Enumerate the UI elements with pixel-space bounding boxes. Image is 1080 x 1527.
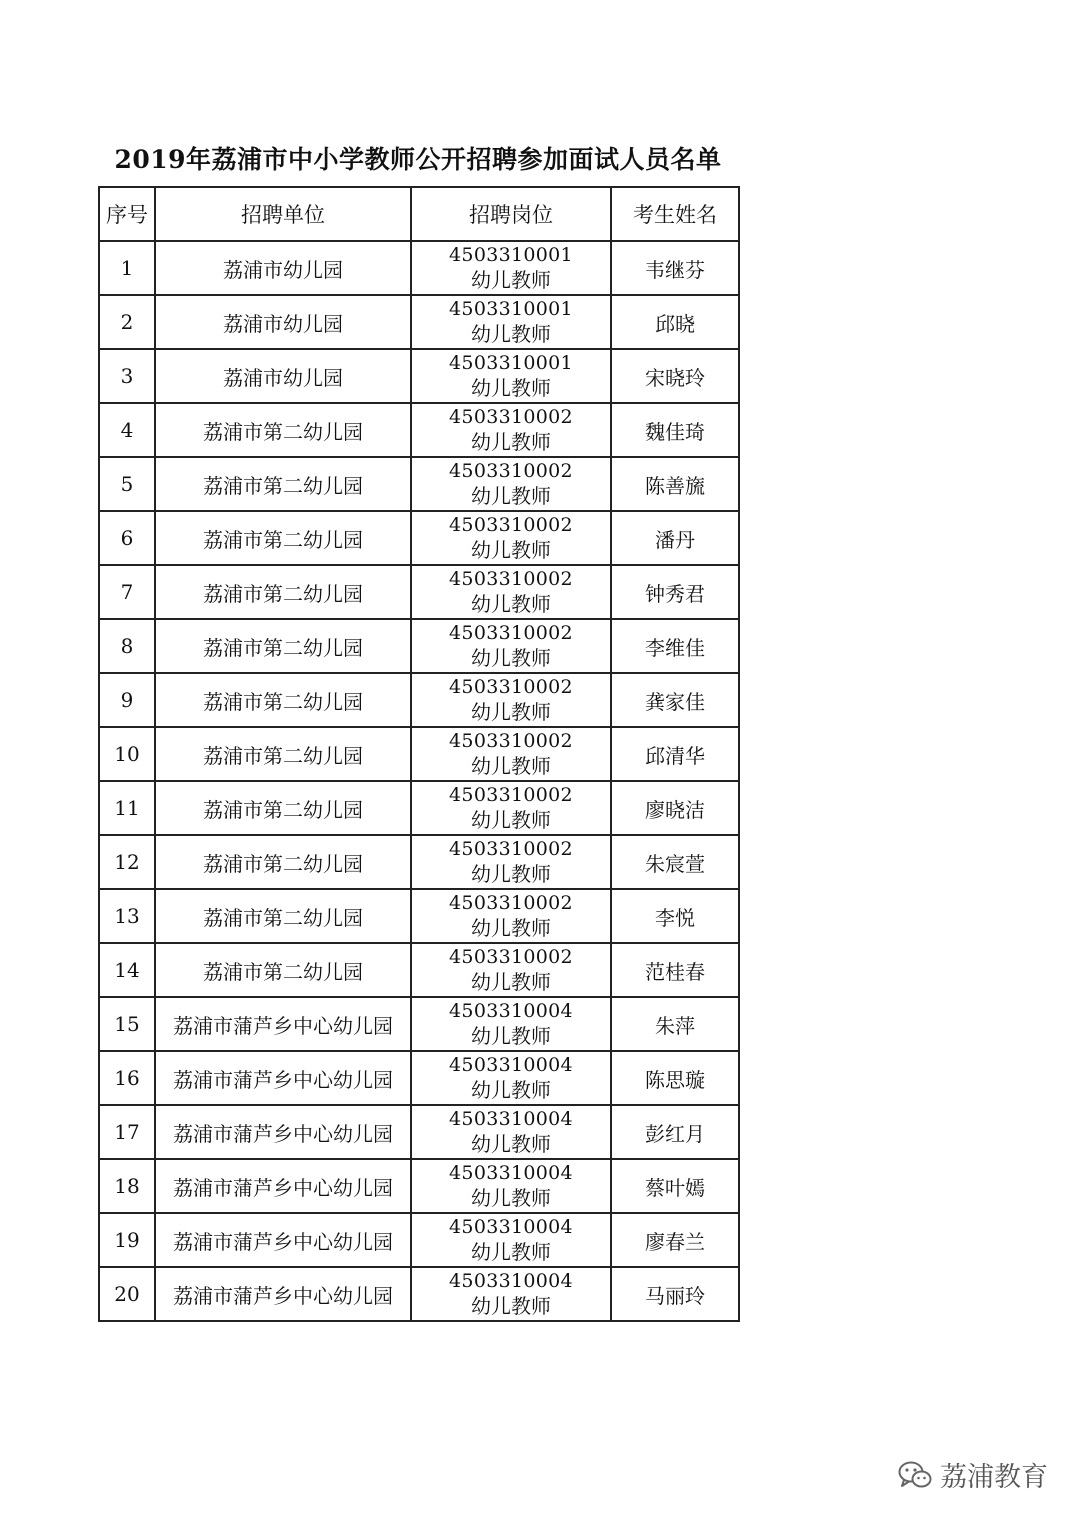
- post-title: 幼儿教师: [471, 1024, 551, 1048]
- post-code: 4503310004: [449, 1162, 573, 1184]
- cell-recruiting-unit: 荔浦市第二幼儿园: [155, 835, 411, 889]
- cell-serial-number: 20: [99, 1267, 155, 1321]
- cell-serial-number: 5: [99, 457, 155, 511]
- cell-serial-number: 6: [99, 511, 155, 565]
- table-row: [99, 1267, 739, 1321]
- table-row: [99, 889, 739, 943]
- cell-candidate-name: 陈善旒: [611, 457, 739, 511]
- post-code: 4503310004: [449, 1108, 573, 1130]
- page-title: 2019年荔浦市中小学教师公开招聘参加面试人员名单: [114, 145, 722, 174]
- table-body: [99, 241, 739, 1321]
- cell-recruiting-unit: 荔浦市第二幼儿园: [155, 889, 411, 943]
- cell-candidate-name: 魏佳琦: [611, 403, 739, 457]
- cell-recruiting-unit: 荔浦市第二幼儿园: [155, 673, 411, 727]
- cell-recruiting-post: [411, 835, 611, 889]
- cell-recruiting-post: [411, 349, 611, 403]
- interview-roster-table: [98, 186, 740, 1322]
- cell-recruiting-post: [411, 403, 611, 457]
- cell-candidate-name: 朱宸萱: [611, 835, 739, 889]
- header-recruiting-unit: 招聘单位: [155, 187, 411, 241]
- cell-serial-number: 8: [99, 619, 155, 673]
- post-title: 幼儿教师: [471, 970, 551, 994]
- cell-recruiting-unit: 荔浦市第二幼儿园: [155, 511, 411, 565]
- cell-recruiting-post: [411, 565, 611, 619]
- cell-recruiting-unit: 荔浦市第二幼儿园: [155, 403, 411, 457]
- post-code: 4503310004: [449, 1216, 573, 1238]
- post-code: 4503310002: [449, 514, 573, 536]
- cell-candidate-name: 宋晓玲: [611, 349, 739, 403]
- post-code: 4503310004: [449, 1000, 573, 1022]
- table-row: [99, 781, 739, 835]
- cell-recruiting-post: [411, 727, 611, 781]
- cell-candidate-name: 邱清华: [611, 727, 739, 781]
- cell-recruiting-post: [411, 619, 611, 673]
- cell-recruiting-unit: 荔浦市蒲芦乡中心幼儿园: [155, 1159, 411, 1213]
- post-code: 4503310002: [449, 784, 573, 806]
- post-title: 幼儿教师: [471, 916, 551, 940]
- post-title: 幼儿教师: [471, 376, 551, 400]
- post-title: 幼儿教师: [471, 808, 551, 832]
- cell-recruiting-unit: 荔浦市第二幼儿园: [155, 943, 411, 997]
- cell-serial-number: 17: [99, 1105, 155, 1159]
- cell-serial-number: 15: [99, 997, 155, 1051]
- table-row: [99, 1159, 739, 1213]
- cell-recruiting-unit: 荔浦市蒲芦乡中心幼儿园: [155, 1051, 411, 1105]
- post-title: 幼儿教师: [471, 484, 551, 508]
- cell-serial-number: 1: [99, 241, 155, 295]
- post-title: 幼儿教师: [471, 322, 551, 346]
- table-row: [99, 997, 739, 1051]
- table-row: [99, 835, 739, 889]
- cell-serial-number: 16: [99, 1051, 155, 1105]
- cell-recruiting-post: [411, 1105, 611, 1159]
- post-code: 4503310002: [449, 676, 573, 698]
- post-code: 4503310002: [449, 838, 573, 860]
- cell-serial-number: 18: [99, 1159, 155, 1213]
- table-row: [99, 1213, 739, 1267]
- cell-recruiting-post: [411, 1051, 611, 1105]
- cell-recruiting-unit: 荔浦市幼儿园: [155, 295, 411, 349]
- cell-recruiting-post: [411, 943, 611, 997]
- table-row: [99, 727, 739, 781]
- post-code: 4503310002: [449, 622, 573, 644]
- cell-candidate-name: 邱晓: [611, 295, 739, 349]
- wechat-icon: [898, 1460, 932, 1490]
- post-code: 4503310004: [449, 1054, 573, 1076]
- cell-serial-number: 19: [99, 1213, 155, 1267]
- table-row: [99, 349, 739, 403]
- post-code: 4503310002: [449, 730, 573, 752]
- cell-recruiting-post: [411, 1213, 611, 1267]
- cell-candidate-name: 彭红月: [611, 1105, 739, 1159]
- post-title: 幼儿教师: [471, 754, 551, 778]
- cell-recruiting-unit: 荔浦市蒲芦乡中心幼儿园: [155, 1105, 411, 1159]
- table-row: [99, 511, 739, 565]
- header-recruiting-post: 招聘岗位: [411, 187, 611, 241]
- cell-candidate-name: 范桂春: [611, 943, 739, 997]
- post-title: 幼儿教师: [471, 592, 551, 616]
- cell-recruiting-unit: 荔浦市第二幼儿园: [155, 727, 411, 781]
- post-title: 幼儿教师: [471, 1132, 551, 1156]
- table-row: [99, 457, 739, 511]
- post-title: 幼儿教师: [471, 700, 551, 724]
- post-title: 幼儿教师: [471, 646, 551, 670]
- post-title: 幼儿教师: [471, 1186, 551, 1210]
- post-code: 4503310004: [449, 1270, 573, 1292]
- cell-candidate-name: 廖春兰: [611, 1213, 739, 1267]
- post-title: 幼儿教师: [471, 430, 551, 454]
- cell-recruiting-post: [411, 1159, 611, 1213]
- header-serial-number: 序号: [99, 187, 155, 241]
- cell-recruiting-unit: 荔浦市第二幼儿园: [155, 457, 411, 511]
- table-row: [99, 241, 739, 295]
- table-row: [99, 1105, 739, 1159]
- post-code: 4503310001: [449, 244, 573, 266]
- cell-candidate-name: 潘丹: [611, 511, 739, 565]
- cell-recruiting-post: [411, 997, 611, 1051]
- cell-recruiting-unit: 荔浦市第二幼儿园: [155, 619, 411, 673]
- cell-candidate-name: 龚家佳: [611, 673, 739, 727]
- cell-recruiting-post: [411, 511, 611, 565]
- cell-candidate-name: 钟秀君: [611, 565, 739, 619]
- cell-recruiting-post: [411, 457, 611, 511]
- post-code: 4503310002: [449, 892, 573, 914]
- table-row: [99, 295, 739, 349]
- post-title: 幼儿教师: [471, 538, 551, 562]
- cell-candidate-name: 李维佳: [611, 619, 739, 673]
- table-header-row: [99, 187, 739, 241]
- post-code: 4503310001: [449, 352, 573, 374]
- cell-recruiting-post: [411, 781, 611, 835]
- cell-serial-number: 14: [99, 943, 155, 997]
- cell-recruiting-unit: 荔浦市第二幼儿园: [155, 781, 411, 835]
- post-code: 4503310002: [449, 406, 573, 428]
- watermark-text: 荔浦教育: [940, 1462, 1048, 1493]
- cell-serial-number: 10: [99, 727, 155, 781]
- post-title: 幼儿教师: [471, 1240, 551, 1264]
- table-row: [99, 1051, 739, 1105]
- table-row: [99, 943, 739, 997]
- post-title: 幼儿教师: [471, 862, 551, 886]
- cell-serial-number: 2: [99, 295, 155, 349]
- table-row: [99, 619, 739, 673]
- cell-candidate-name: 朱萍: [611, 997, 739, 1051]
- cell-recruiting-unit: 荔浦市蒲芦乡中心幼儿园: [155, 1213, 411, 1267]
- cell-serial-number: 9: [99, 673, 155, 727]
- cell-candidate-name: 李悦: [611, 889, 739, 943]
- cell-recruiting-unit: 荔浦市第二幼儿园: [155, 565, 411, 619]
- cell-recruiting-unit: 荔浦市蒲芦乡中心幼儿园: [155, 997, 411, 1051]
- cell-serial-number: 11: [99, 781, 155, 835]
- table-row: [99, 673, 739, 727]
- cell-serial-number: 12: [99, 835, 155, 889]
- cell-candidate-name: 韦继芬: [611, 241, 739, 295]
- cell-candidate-name: 陈思璇: [611, 1051, 739, 1105]
- cell-recruiting-post: [411, 673, 611, 727]
- cell-recruiting-post: [411, 241, 611, 295]
- cell-serial-number: 4: [99, 403, 155, 457]
- table-row: [99, 565, 739, 619]
- table-row: [99, 403, 739, 457]
- cell-candidate-name: 蔡叶嫣: [611, 1159, 739, 1213]
- cell-serial-number: 7: [99, 565, 155, 619]
- post-code: 4503310002: [449, 460, 573, 482]
- cell-candidate-name: 廖晓洁: [611, 781, 739, 835]
- post-title: 幼儿教师: [471, 1078, 551, 1102]
- cell-recruiting-unit: 荔浦市幼儿园: [155, 349, 411, 403]
- cell-candidate-name: 马丽玲: [611, 1267, 739, 1321]
- post-title: 幼儿教师: [471, 1294, 551, 1318]
- post-title: 幼儿教师: [471, 268, 551, 292]
- cell-recruiting-unit: 荔浦市蒲芦乡中心幼儿园: [155, 1267, 411, 1321]
- watermark: [898, 1455, 1048, 1494]
- cell-recruiting-post: [411, 295, 611, 349]
- post-code: 4503310002: [449, 568, 573, 590]
- cell-recruiting-post: [411, 1267, 611, 1321]
- post-code: 4503310002: [449, 946, 573, 968]
- post-code: 4503310001: [449, 298, 573, 320]
- cell-serial-number: 13: [99, 889, 155, 943]
- cell-recruiting-post: [411, 889, 611, 943]
- cell-recruiting-unit: 荔浦市幼儿园: [155, 241, 411, 295]
- header-candidate-name: 考生姓名: [611, 187, 739, 241]
- cell-serial-number: 3: [99, 349, 155, 403]
